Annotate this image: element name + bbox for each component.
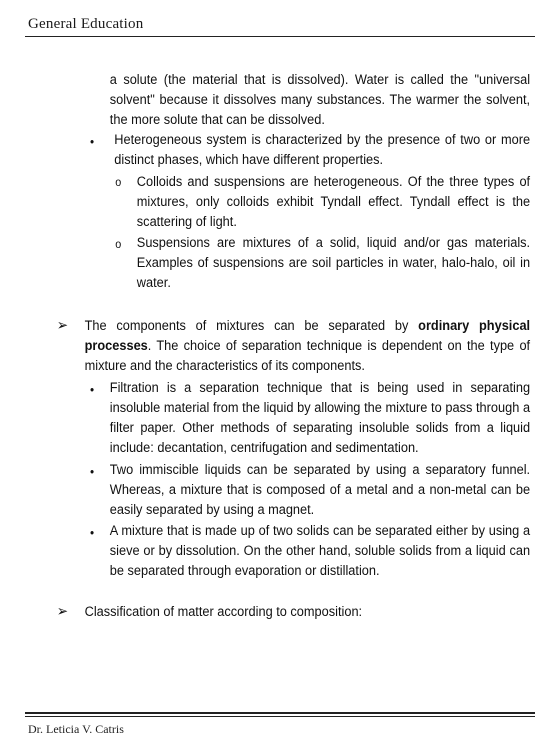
footer-rule: [25, 712, 535, 714]
bullet-marker: •: [90, 382, 95, 397]
arrow-bullet-icon: ➢: [56, 317, 69, 334]
bullet-marker: •: [90, 525, 95, 540]
two-solids-paragraph: A mixture that is made up of two solids can be separated either by using a sieve or by dissolution. On the other hand, soluble solids from a liquid can be separated through evaporation or distillation.: [109, 523, 531, 579]
page-header-title: General Education: [28, 16, 144, 32]
footer-rule-thin: [25, 716, 535, 717]
colloids-paragraph: Colloids and suspensions are heterogeneous. Of the three types of mixtures, only colloids exhibit Tyndall effect. Tyndall effect is the scattering of light.: [136, 174, 531, 230]
separation-rest-text: . The choice of separation technique is dependent on the type of mixture and the characteristics of its components.: [84, 338, 531, 374]
header-rule: [25, 36, 535, 37]
bullet-marker: •: [90, 134, 95, 149]
heterogeneous-paragraph: Heterogeneous system is characterized by the presence of two or more distinct phases, which have different properties.: [114, 132, 531, 168]
arrow-bullet-icon: ➢: [56, 603, 69, 620]
separation-lead-text: The components of mixtures can be separated by: [84, 318, 419, 334]
separation-bold-text: ordinary physical processes: [84, 318, 531, 354]
immiscible-liquids-paragraph: Two immiscible liquids can be separated by using a separatory funnel. Whereas, a mixture that is composed of a metal and a non-metal can be easily separated by using a magnet.: [109, 462, 531, 518]
bullet-marker: •: [90, 464, 95, 479]
sub-bullet-marker: o: [115, 175, 122, 189]
filtration-paragraph: Filtration is a separation technique that is being used in separating insoluble material from the liquid by allowing the mixture to pass through a filter paper. Other methods of separating insoluble solids from a liquid include: decantation, centrifugation and sedimentation.: [109, 380, 531, 456]
classification-heading: Classification of matter according to composition:: [84, 604, 363, 620]
footer-author: Dr. Leticia V. Catris: [28, 722, 124, 736]
intro-continuation-paragraph: a solute (the material that is dissolved). Water is called the "universal solvent" because it dissolves many substances. The warmer the solvent, the more solute that can be dissolved.: [109, 72, 531, 128]
suspensions-paragraph: Suspensions are mixtures of a solid, liquid and/or gas materials. Examples of suspensions are soil particles in water, halo-halo, oil in water.: [136, 235, 531, 291]
sub-bullet-marker: o: [115, 237, 122, 251]
separation-paragraph: [85, 316, 530, 376]
